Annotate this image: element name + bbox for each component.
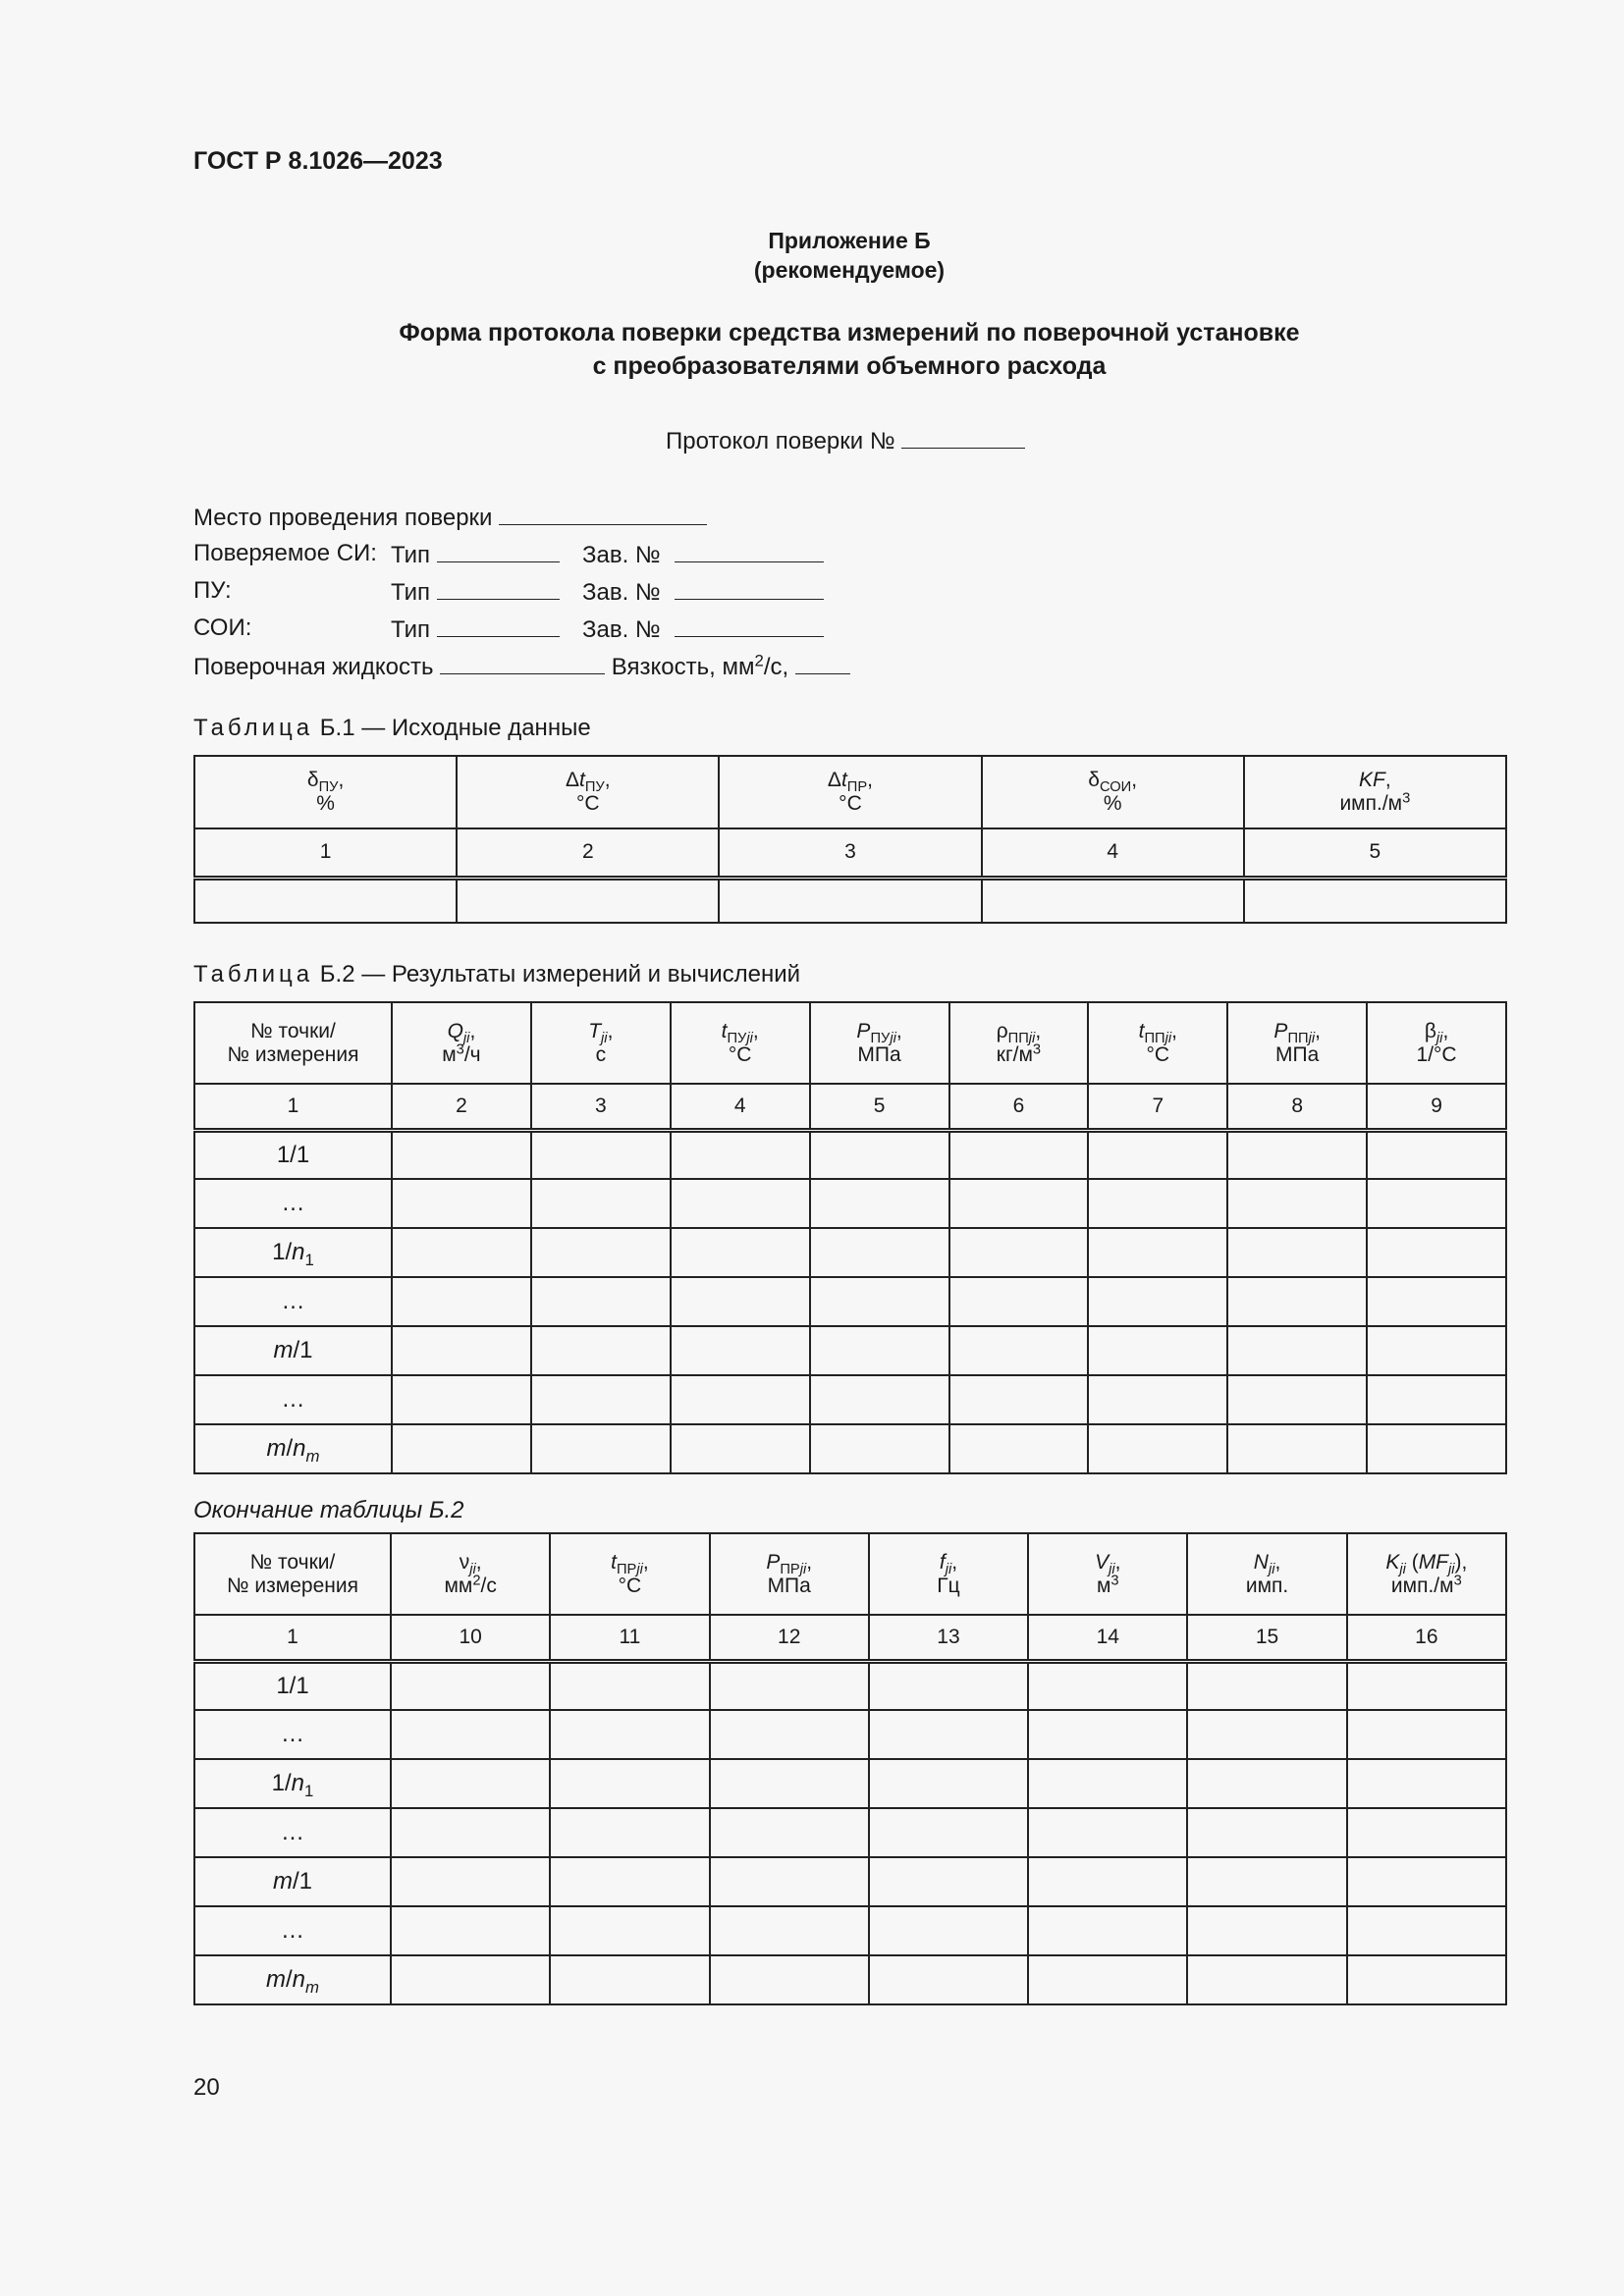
table3-cell[interactable] — [869, 1857, 1028, 1906]
field-pu — [193, 577, 232, 605]
table3-col-number: 15 — [1187, 1615, 1346, 1661]
table3-cell[interactable] — [1347, 1906, 1506, 1955]
table-row — [194, 1955, 1506, 2004]
table2-cell[interactable] — [1088, 1228, 1227, 1277]
field-soi — [193, 614, 251, 642]
form-title-line1: Форма протокола поверки средства измерений по поверочной установке — [399, 319, 1300, 347]
table1-col-number: 5 — [1244, 828, 1506, 878]
row-label: … — [194, 1906, 391, 1955]
table3-cell[interactable] — [391, 1857, 550, 1906]
standard-code: ГОСТ Р 8.1026—2023 — [193, 147, 443, 175]
table2-cell[interactable] — [1367, 1179, 1506, 1228]
row-label: 1/1 — [194, 1130, 392, 1179]
table3-cell[interactable] — [550, 1857, 709, 1906]
appendix-title: Приложение Б — [768, 228, 931, 253]
field-soi-label: СОИ: — [193, 614, 252, 641]
table1-col-number: 4 — [982, 828, 1244, 878]
table3-col-number: 14 — [1028, 1615, 1187, 1661]
table3-cell[interactable] — [1187, 1808, 1346, 1857]
field-viscosity-label: Вязкость, $мм^2/с$, — [611, 651, 789, 680]
protocol-number-blank[interactable] — [901, 426, 1025, 449]
table3-cell[interactable] — [710, 1710, 869, 1759]
field-pu-label: ПУ: — [193, 577, 232, 604]
table2-cell[interactable] — [949, 1326, 1089, 1375]
table3-cell[interactable] — [1347, 1955, 1506, 2004]
table-row — [194, 1179, 1506, 1228]
table1-header-dt-pu: $\Delta t_{ПУ}$, °С — [457, 756, 719, 828]
table-row — [194, 1808, 1506, 1857]
table3-header-p-pr: $P_{ПРji}$, МПа — [710, 1533, 869, 1615]
table-row — [194, 1375, 1506, 1424]
table2-cell[interactable] — [810, 1130, 949, 1179]
table3-cell[interactable] — [710, 1661, 869, 1710]
table3-col-number: 13 — [869, 1615, 1028, 1661]
table2-col-number: 9 — [1367, 1084, 1506, 1130]
table2-cell[interactable] — [392, 1326, 531, 1375]
table3-cell[interactable] — [1187, 1661, 1346, 1710]
table3-cell[interactable] — [1347, 1808, 1506, 1857]
table2-header-p-pu: $P_{ПУji}$, МПа — [810, 1002, 949, 1084]
table2-caption-text: Б.2 — Результаты измерений и вычислений — [319, 961, 801, 988]
table2-col-number: 1 — [194, 1084, 392, 1130]
row-label: … — [194, 1375, 392, 1424]
table3-cell[interactable] — [550, 1661, 709, 1710]
table3-caption: Окончание таблицы Б.2 — [193, 1497, 464, 1523]
table2-cell[interactable] — [392, 1179, 531, 1228]
table3-cell[interactable] — [869, 1808, 1028, 1857]
table2-cell[interactable] — [1088, 1277, 1227, 1326]
table3-cell[interactable] — [1028, 1857, 1187, 1906]
table3-cell[interactable] — [550, 1759, 709, 1808]
field-soi-serial — [582, 614, 824, 644]
table2-cell[interactable] — [671, 1375, 810, 1424]
appendix-heading — [0, 226, 1624, 285]
table3-cell[interactable] — [391, 1661, 550, 1710]
table2-header-q: $Q_{ji}$, $м^3/ч$ — [392, 1002, 531, 1084]
table-row — [194, 1277, 1506, 1326]
table2-header-point: № точки/ № измерения — [194, 1002, 392, 1084]
table2-header-t-time: $T_{ji}$, с — [531, 1002, 671, 1084]
table2-cell[interactable] — [949, 1424, 1089, 1473]
table3-cell[interactable] — [869, 1906, 1028, 1955]
table1-caption-word: Таблица — [193, 715, 314, 741]
table1-col-number: 3 — [719, 828, 981, 878]
table2-cell[interactable] — [671, 1130, 810, 1179]
table2-cell[interactable] — [1367, 1326, 1506, 1375]
table2-col-number: 7 — [1088, 1084, 1227, 1130]
table2-cell[interactable] — [1367, 1277, 1506, 1326]
field-soi-type — [391, 614, 560, 644]
table1-number-row — [194, 828, 1506, 878]
table2-cell[interactable] — [1227, 1424, 1367, 1473]
field-si-serial — [582, 540, 824, 569]
table3-cell[interactable] — [1347, 1857, 1506, 1906]
table1-data-row — [194, 878, 1506, 923]
table2-cell[interactable] — [392, 1277, 531, 1326]
table2-cell[interactable] — [1367, 1424, 1506, 1473]
table-row — [194, 1759, 1506, 1808]
table3-cell[interactable] — [1187, 1955, 1346, 2004]
table-b2-end — [193, 1532, 1507, 2005]
table2-cell[interactable] — [810, 1424, 949, 1473]
table3-cell[interactable] — [710, 1759, 869, 1808]
field-pu-type — [391, 577, 560, 607]
protocol-label: Протокол поверки № — [666, 428, 895, 454]
table3-cell[interactable] — [1028, 1955, 1187, 2004]
table2-col-number: 3 — [531, 1084, 671, 1130]
table2-cell[interactable] — [949, 1130, 1089, 1179]
field-soi-type-blank[interactable] — [437, 614, 560, 637]
table2-cell[interactable] — [949, 1228, 1089, 1277]
table3-cell[interactable] — [550, 1808, 709, 1857]
table2-cell[interactable] — [1227, 1375, 1367, 1424]
table2-cell[interactable] — [531, 1277, 671, 1326]
table2-cell[interactable] — [392, 1228, 531, 1277]
table2-cell[interactable] — [1227, 1277, 1367, 1326]
field-si-label: Поверяемое СИ: — [193, 540, 377, 566]
form-title — [0, 316, 1624, 383]
table1-cell[interactable] — [1244, 878, 1506, 923]
row-label: … — [194, 1710, 391, 1759]
table3-header-f: $f_{ji}$, Гц — [869, 1533, 1028, 1615]
table3-col-number: 16 — [1347, 1615, 1506, 1661]
table2-cell[interactable] — [1227, 1326, 1367, 1375]
table2-cell[interactable] — [1227, 1130, 1367, 1179]
table-b1 — [193, 755, 1507, 924]
table1-cell[interactable] — [194, 878, 457, 923]
table3-cell[interactable] — [391, 1906, 550, 1955]
field-place-label: Место проведения поверки — [193, 505, 493, 531]
field-pu-type-blank[interactable] — [437, 577, 560, 600]
table3-header-t-pr: $t_{ПРji}$, °С — [550, 1533, 709, 1615]
table1-cell[interactable] — [982, 878, 1244, 923]
table3-header-point: № точки/ № измерения — [194, 1533, 391, 1615]
table-row — [194, 1424, 1506, 1473]
page-number: 20 — [193, 2074, 220, 2101]
table2-cell[interactable] — [810, 1228, 949, 1277]
table2-col-number: 4 — [671, 1084, 810, 1130]
table2-col-number: 5 — [810, 1084, 949, 1130]
table2-header-rho-pp: $\rho_{ППji}$, $кг/м^3$ — [949, 1002, 1089, 1084]
table1-caption-text: Б.1 — Исходные данные — [319, 715, 591, 741]
table3-cell[interactable] — [710, 1955, 869, 2004]
table2-caption — [193, 961, 800, 988]
table2-cell[interactable] — [1088, 1130, 1227, 1179]
row-label: $1/n_1$ — [194, 1759, 391, 1808]
table2-cell[interactable] — [531, 1130, 671, 1179]
table3-cell[interactable] — [710, 1906, 869, 1955]
field-si-serial-blank[interactable] — [675, 540, 824, 562]
row-label: $m/n_m$ — [194, 1955, 391, 2004]
table3-cell[interactable] — [710, 1808, 869, 1857]
field-fluid — [193, 652, 850, 681]
table1-header-delta-pu: $\delta_{ПУ}$, % — [194, 756, 457, 828]
table2-header-t-pu: $t_{ПУji}$, °С — [671, 1002, 810, 1084]
field-type-label: Тип — [391, 579, 431, 606]
field-type-label: Тип — [391, 616, 431, 643]
protocol-number — [666, 426, 1025, 455]
table3-header-row — [194, 1533, 1506, 1615]
table1-cell[interactable] — [457, 878, 719, 923]
table2-cell[interactable] — [810, 1179, 949, 1228]
field-soi-serial-blank[interactable] — [675, 614, 824, 637]
field-fluid-label: Поверочная жидкость — [193, 654, 434, 680]
table3-cell[interactable] — [1028, 1759, 1187, 1808]
table3-col-number: 11 — [550, 1615, 709, 1661]
row-label: m/1 — [194, 1857, 391, 1906]
table3-cell[interactable] — [391, 1955, 550, 2004]
table3-cell[interactable] — [391, 1710, 550, 1759]
table-b2 — [193, 1001, 1507, 1474]
table3-cell[interactable] — [869, 1710, 1028, 1759]
table2-cell[interactable] — [392, 1424, 531, 1473]
table2-caption-word: Таблица — [193, 961, 314, 988]
table2-cell[interactable] — [671, 1179, 810, 1228]
table2-cell[interactable] — [671, 1326, 810, 1375]
table1-header-kf: KF, $имп./м^3$ — [1244, 756, 1506, 828]
table2-cell[interactable] — [949, 1277, 1089, 1326]
table2-cell[interactable] — [671, 1424, 810, 1473]
table3-cell[interactable] — [550, 1955, 709, 2004]
table3-cell[interactable] — [1187, 1710, 1346, 1759]
table3-cell[interactable] — [1347, 1759, 1506, 1808]
table3-cell[interactable] — [869, 1955, 1028, 2004]
field-si-type-blank[interactable] — [437, 540, 560, 562]
table2-col-number: 6 — [949, 1084, 1089, 1130]
table3-cell[interactable] — [1187, 1759, 1346, 1808]
field-viscosity-blank[interactable] — [795, 652, 850, 674]
table-row — [194, 1661, 1506, 1710]
field-place-blank[interactable] — [499, 503, 707, 525]
table3-header-v: $V_{ji}$, $м^3$ — [1028, 1533, 1187, 1615]
row-label: $m/n_m$ — [194, 1424, 392, 1473]
table2-cell[interactable] — [671, 1228, 810, 1277]
table2-header-t-pp: $t_{ППji}$, °С — [1088, 1002, 1227, 1084]
table3-number-row — [194, 1615, 1506, 1661]
row-label: … — [194, 1808, 391, 1857]
field-si-type — [391, 540, 560, 569]
table2-cell[interactable] — [1088, 1424, 1227, 1473]
table2-header-p-pp: $P_{ППji}$, МПа — [1227, 1002, 1367, 1084]
table3-cell[interactable] — [1187, 1906, 1346, 1955]
table-row — [194, 1326, 1506, 1375]
table2-cell[interactable] — [671, 1277, 810, 1326]
table2-number-row — [194, 1084, 1506, 1130]
table3-header-k: $K_{ji}$ $(MF_{ji})$, $имп./м^3$ — [1347, 1533, 1506, 1615]
table3-cell[interactable] — [710, 1857, 869, 1906]
table3-cell[interactable] — [391, 1808, 550, 1857]
table2-cell[interactable] — [392, 1375, 531, 1424]
table3-cell[interactable] — [1187, 1857, 1346, 1906]
table-row — [194, 1710, 1506, 1759]
appendix-subtitle: (рекомендуемое) — [753, 257, 946, 283]
table3-cell[interactable] — [1028, 1710, 1187, 1759]
table2-cell[interactable] — [949, 1179, 1089, 1228]
table-row — [194, 1130, 1506, 1179]
field-serial-label: Зав. № — [582, 542, 661, 568]
table2-cell[interactable] — [1088, 1326, 1227, 1375]
table2-cell[interactable] — [531, 1375, 671, 1424]
table-row — [194, 1857, 1506, 1906]
table3-cell[interactable] — [1028, 1661, 1187, 1710]
table2-cell[interactable] — [810, 1375, 949, 1424]
row-label: $1/n_1$ — [194, 1228, 392, 1277]
row-label: m/1 — [194, 1326, 392, 1375]
table-row — [194, 1228, 1506, 1277]
table2-cell[interactable] — [531, 1326, 671, 1375]
table1-caption — [193, 715, 591, 742]
table2-cell[interactable] — [531, 1424, 671, 1473]
table2-cell[interactable] — [1088, 1375, 1227, 1424]
table2-cell[interactable] — [810, 1277, 949, 1326]
table3-cell[interactable] — [391, 1759, 550, 1808]
table3-cell[interactable] — [869, 1661, 1028, 1710]
row-label: … — [194, 1179, 392, 1228]
table3-header-n: $N_{ji}$, имп. — [1187, 1533, 1346, 1615]
row-label: 1/1 — [194, 1661, 391, 1710]
table1-header-dt-pr: $\Delta t_{ПР}$, °С — [719, 756, 981, 828]
table2-cell[interactable] — [531, 1228, 671, 1277]
table3-cell[interactable] — [1028, 1808, 1187, 1857]
table3-cell[interactable] — [550, 1906, 709, 1955]
table3-header-nu: $\nu_{ji}$, $мм^2/с$ — [391, 1533, 550, 1615]
table2-cell[interactable] — [1367, 1375, 1506, 1424]
table3-cell[interactable] — [869, 1759, 1028, 1808]
table1-col-number: 1 — [194, 828, 457, 878]
field-serial-label: Зав. № — [582, 579, 661, 606]
table1-header-row — [194, 756, 1506, 828]
table2-header-beta: $\beta_{ji}$, 1/°С — [1367, 1002, 1506, 1084]
table2-cell[interactable] — [1227, 1179, 1367, 1228]
table2-cell[interactable] — [1088, 1179, 1227, 1228]
table1-header-delta-soi: $\delta_{СОИ}$, % — [982, 756, 1244, 828]
field-pu-serial — [582, 577, 824, 607]
row-label: … — [194, 1277, 392, 1326]
table2-cell[interactable] — [392, 1130, 531, 1179]
field-si — [193, 540, 377, 567]
table3-cell[interactable] — [1347, 1661, 1506, 1710]
table2-cell[interactable] — [1367, 1130, 1506, 1179]
table2-col-number: 8 — [1227, 1084, 1367, 1130]
table2-cell[interactable] — [531, 1179, 671, 1228]
table2-cell[interactable] — [1367, 1228, 1506, 1277]
table3-cell[interactable] — [550, 1710, 709, 1759]
table1-col-number: 2 — [457, 828, 719, 878]
table3-cell[interactable] — [1347, 1710, 1506, 1759]
form-title-line2: с преобразователями объемного расхода — [592, 352, 1107, 380]
field-pu-serial-blank[interactable] — [675, 577, 824, 600]
table2-header-row — [194, 1002, 1506, 1084]
field-type-label: Тип — [391, 542, 431, 568]
table3-col-number: 12 — [710, 1615, 869, 1661]
table3-cell[interactable] — [1028, 1906, 1187, 1955]
table2-cell[interactable] — [949, 1375, 1089, 1424]
table1-cell[interactable] — [719, 878, 981, 923]
table2-cell[interactable] — [1227, 1228, 1367, 1277]
table3-col-number: 1 — [194, 1615, 391, 1661]
field-serial-label: Зав. № — [582, 616, 661, 643]
field-place — [193, 503, 707, 532]
table2-cell[interactable] — [810, 1326, 949, 1375]
field-fluid-blank[interactable] — [440, 652, 605, 674]
table3-col-number: 10 — [391, 1615, 550, 1661]
table-row — [194, 1906, 1506, 1955]
table2-col-number: 2 — [392, 1084, 531, 1130]
